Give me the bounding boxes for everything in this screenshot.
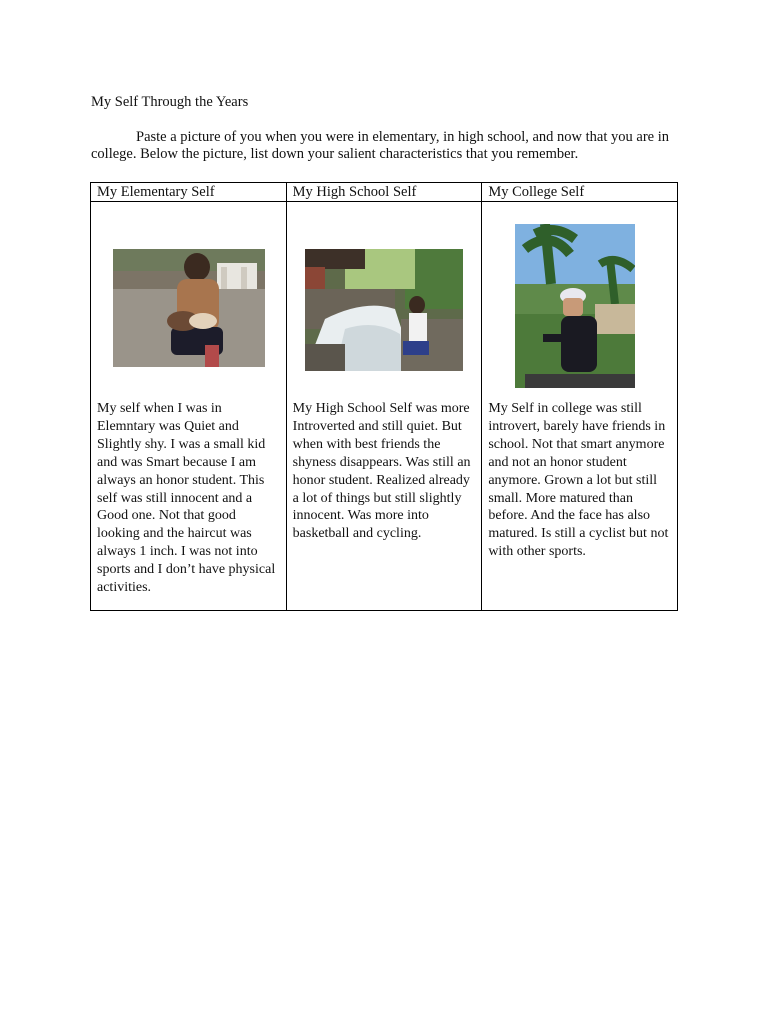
cell-elementary	[91, 202, 287, 611]
description-high-school: My High School Self was more Introverted and still quiet. But when with best friends the shyness disappears. Was still an honor student. Realized already a lot of things but still slightly innocent. Was more into basketball and cycling.	[292, 401, 471, 542]
description-elementary: My self when I was in Elemntary was Quiet and Slightly shy. I was a small kid and was Smart because I am always an honor student. This self was still innocent and a Good one. Not that good looking and the haircut was always 1 inch. I was not into sports and I don’t have physical activities.	[97, 401, 276, 596]
photo-boy-holding-puppy	[113, 249, 265, 367]
column-header-high-school: My High School Self	[286, 183, 482, 202]
cell-college	[482, 202, 678, 611]
photo-cyclist-under-palms	[515, 224, 635, 388]
table-header-row	[91, 183, 678, 202]
photo-boy-by-waterfall	[305, 249, 463, 371]
cell-high-school	[286, 202, 482, 611]
page-title: My Self Through the Years	[91, 94, 249, 110]
instructions-paragraph	[91, 129, 683, 163]
self-through-years-table	[90, 182, 678, 611]
instructions-text: Paste a picture of you when you were in elementary, in high school, and now that you are in college. Below the picture, list down your salient characteristics that you remember.	[91, 129, 669, 162]
column-header-elementary: My Elementary Self	[91, 183, 287, 202]
column-header-college: My College Self	[482, 183, 678, 202]
table-row	[91, 202, 678, 611]
description-college: My Self in college was still introvert, barely have friends in school. Not that smart anymore and not an honor student anymore. Grown a lot but still small. More matured than before. And the face has also matured. Is still a cyclist but not with other sports.	[488, 401, 669, 560]
